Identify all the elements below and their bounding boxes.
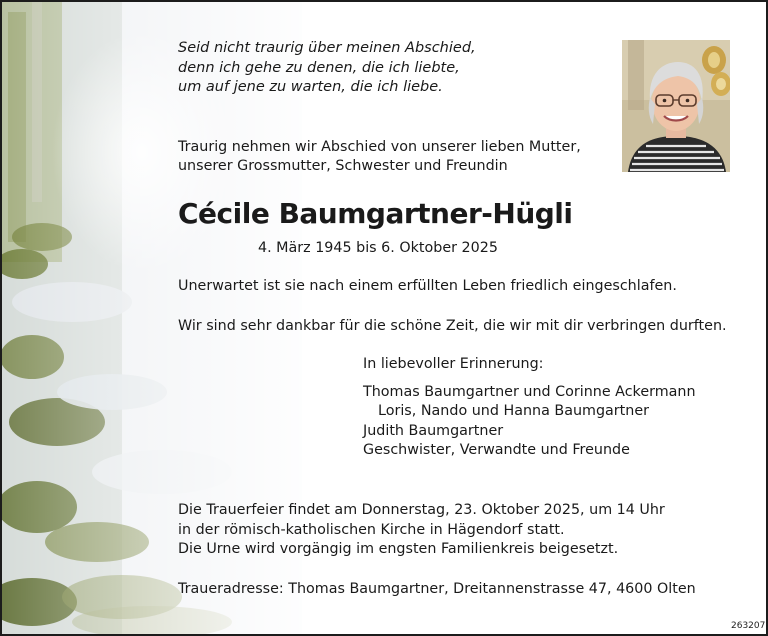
- reference-number: 263207: [731, 621, 766, 631]
- intro-line-1: Traurig nehmen wir Abschied von unserer lieben Mutter,: [178, 139, 581, 155]
- portrait-photo: [622, 40, 730, 172]
- ceremony-line-2: in der römisch-katholischen Kirche in Hägendorf statt.: [178, 522, 565, 538]
- ceremony-line-1: Die Trauerfeier findet am Donnerstag, 23. Oktober 2025, um 14 Uhr: [178, 502, 665, 518]
- mourner-line: Thomas Baumgartner und Corinne Ackermann: [363, 384, 696, 400]
- intro-line-2: unserer Grossmutter, Schwester und Freundin: [178, 158, 508, 174]
- ceremony-line-3: Die Urne wird vorgängig im engsten Familienkreis beigesetzt.: [178, 541, 619, 557]
- message-peaceful: Unerwartet ist sie nach einem erfüllten Leben friedlich eingeschlafen.: [178, 278, 677, 294]
- mourner-line: Loris, Nando und Hanna Baumgartner: [378, 403, 650, 419]
- mourning-address: Traueradresse: Thomas Baumgartner, Dreitannenstrasse 47, 4600 Olten: [178, 581, 696, 597]
- poem-line-3: um auf jene zu warten, die ich liebe.: [178, 79, 443, 95]
- message-gratitude: Wir sind sehr dankbar für die schöne Zeit, die wir mit dir verbringen durften.: [178, 318, 727, 334]
- poem-line-2: denn ich gehe zu denen, die ich liebte,: [178, 60, 460, 76]
- memory-heading: In liebevoller Erinnerung:: [363, 356, 544, 372]
- mourner-line: Geschwister, Verwandte und Freunde: [363, 442, 630, 458]
- life-dates: 4. März 1945 bis 6. Oktober 2025: [258, 240, 498, 256]
- mourner-line: Judith Baumgartner: [363, 423, 504, 439]
- poem-line-1: Seid nicht traurig über meinen Abschied,: [178, 40, 476, 56]
- deceased-name: Cécile Baumgartner-Hügli: [178, 197, 573, 230]
